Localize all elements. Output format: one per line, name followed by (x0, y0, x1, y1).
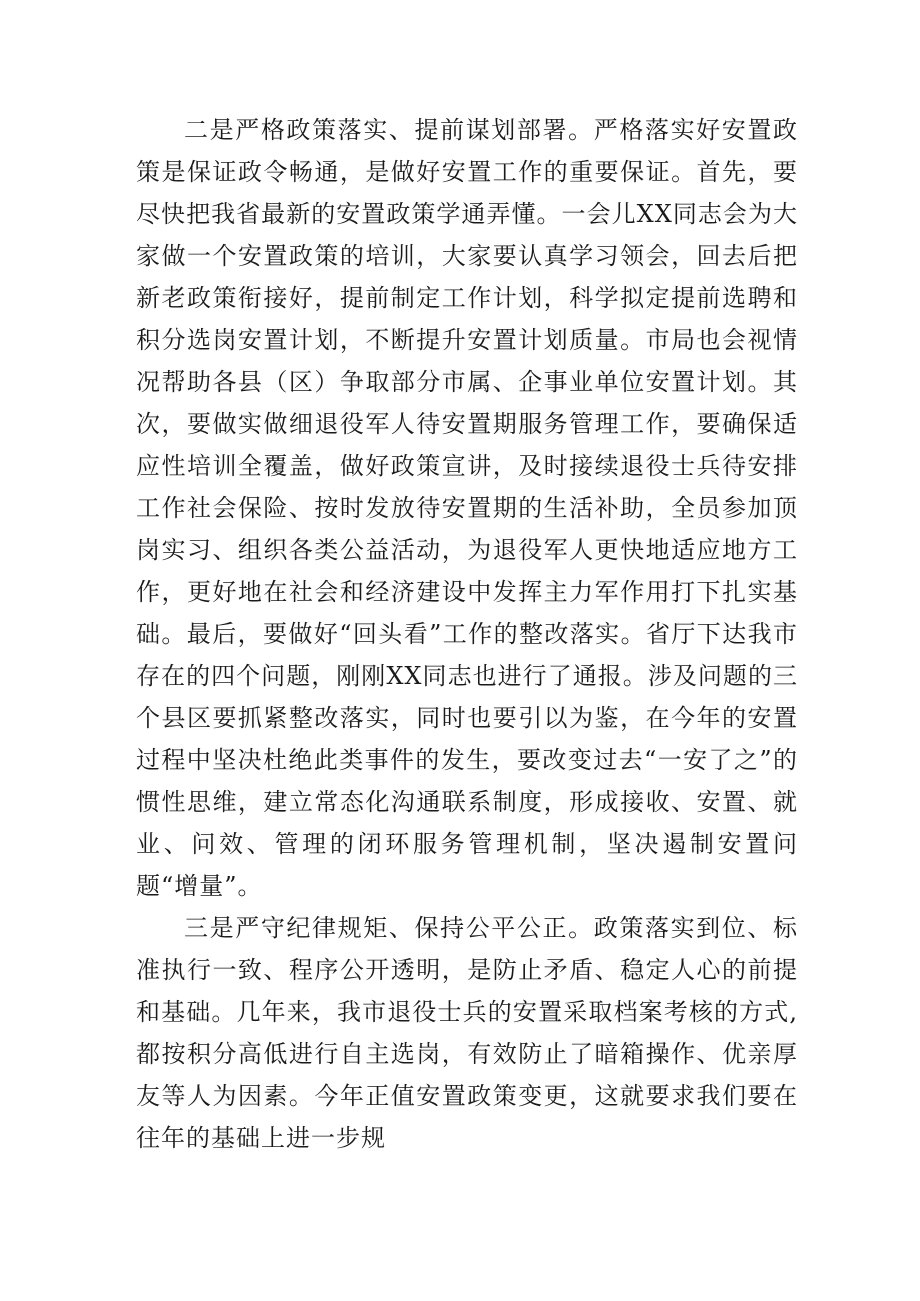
paragraph-policy-implementation: 二是严格政策落实、提前谋划部署。严格落实好安置政策是保证政令畅通，是做好安置工作的重要保证。首先，要尽快把我省最新的安置政策学通弄懂。一会儿XX同志会为大家做一个安置政策的培训，大家要认真学习领会，回去后把新老政策衔接好，提前制定工作计划，科学拟定提前选聘和积分选岗安置计划，不断提升安置计划质量。市局也会视情况帮助各县（区）争取部分市属、企事业单位安置计划。其次，要做实做细退役军人待安置期服务管理工作，要确保适应性培训全覆盖，做好政策宣讲，及时接续退役士兵待安排工作社会保险、按时发放待安置期的生活补助，全员参加顶岗实习、组织各类公益活动，为退役军人更快地适应地方工作，更好地在社会和经济建设中发挥主力军作用打下扎实基础。最后，要做好“回头看”工作的整改落实。省厅下达我市存在的四个问题，刚刚XX同志也进行了通报。涉及问题的三个县区要抓紧整改落实，同时也要引以为鉴，在今年的安置过程中坚决杜绝此类事件的发生，要改变过去“一安了之”的惯性思维，建立常态化沟通联系制度，形成接收、安置、就业、问效、管理的闭环服务管理机制，坚决遏制安置问题“增量”。 (136, 116, 798, 900)
document-body (136, 109, 798, 1159)
paragraph-discipline-fairness: 三是严守纪律规矩、保持公平公正。政策落实到位、标准执行一致、程序公开透明，是防止矛盾、稳定人心的前提和基础。几年来，我市退役士兵的安置采取档案考核的方式,都按积分高低进行自主选岗，有效防止了暗箱操作、优亲厚友等人为因素。今年正值安置政策变更，这就要求我们要在往年的基础上进一步规 (136, 914, 798, 1152)
